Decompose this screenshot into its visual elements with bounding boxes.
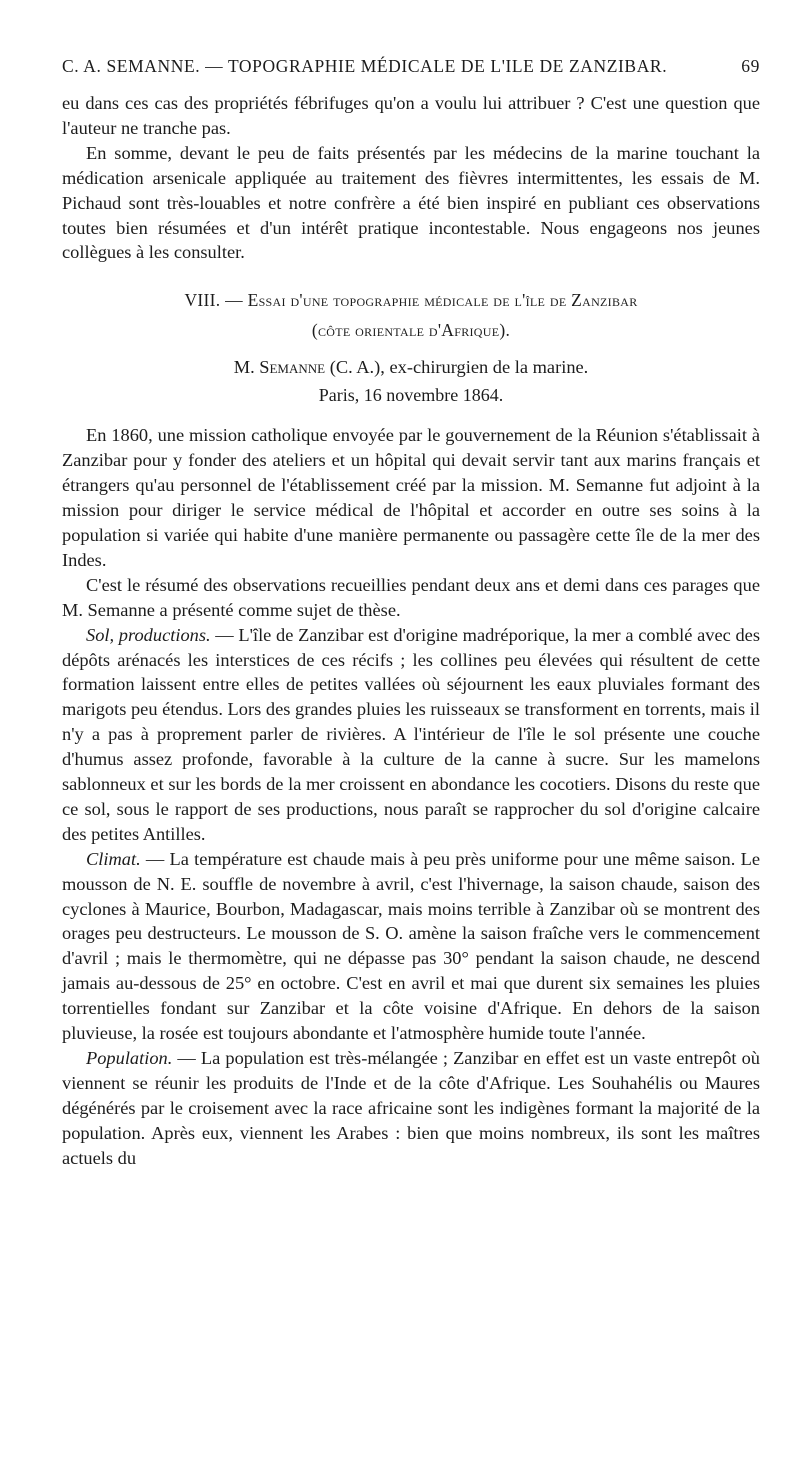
body-paragraph-climate [62, 847, 760, 1046]
author-details: (C. A.), ex-chirurgien de la marine. [325, 357, 589, 378]
intro-paragraph-1: eu dans ces cas des propriétés fébrifuges qu'on a voulu lui attribuer ? C'est une question que l'auteur ne tranche pas. [62, 93, 760, 138]
page-number: 69 [741, 56, 760, 76]
intro-paragraph-2: En somme, devant le peu de faits présentés par les médecins de la marine touchant la médication arsenicale appliquée au traitement des fièvres intermittentes, les essais de M. Pichaud sont très-louables et notre confrère a été bien inspiré en publiant ces observations toutes bien résumées et d'un intérêt pratique incontestable. Nous engageons nos jeunes collègues à les consulter. [62, 142, 760, 263]
section-title: VIII. — Essai d'une topographie médicale de l'île de Zanzibar [184, 290, 638, 311]
body-paragraph-1 [62, 423, 760, 572]
paragraph-text: — La température est chaude mais à peu près uniforme pour une même saison. Le mousson de N. E. souffle de novembre à avril, c'est l'hivernage, la saison chaude, saison des cyclones à Maurice, Bourbon, Madagascar, mais moins terrible à Zanzibar où se montrent des orages peu destructeurs. Le mousson de S. O. amène la saison fraîche vers le commencement d'avril ; mais le thermomètre, qui ne dépasse pas 30° pendant la saison chaude, ne descend jamais au-dessous de 25° en octobre. C'est en avril et mai que durent six semaines les pluies torrentielles fondant sur Zanzibar et la côte voisine d'Afrique. En dehors de la saison pluvieuse, la rosée est toujours abondante et l'atmosphère humide toute l'année. [62, 848, 760, 1044]
paragraph-text: En 1860, une mission catholique envoyée par le gouvernement de la Réunion s'établissait à Zanzibar pour y fonder des ateliers et un hôpital qui devait servir tant aux marins français et étrangers qu'au personnel de l'établissement créé par la mission. M. Semanne fut adjoint à la mission pour diriger le service médical de l'hôpital et accorder en outre ses soins à la population si variée qui habite d'une manière permanente ou passagère cette île de la mer des Indes. [62, 425, 760, 570]
author-name: M. Semanne [233, 357, 326, 378]
body-paragraph-2 [62, 573, 760, 623]
running-title: C. A. SEMANNE. — TOPOGRAPHIE MÉDICALE DE L'ILE DE ZANZIBAR. [62, 56, 668, 76]
author-line [62, 353, 760, 381]
paragraph-text: C'est le résumé des observations recueillies pendant deux ans et demi dans ces parages que M. Semanne a présenté comme sujet de thèse. [62, 574, 760, 620]
paragraph-text: — La population est très-mélangée ; Zanzibar en effet est un vaste entrepôt où viennent se réunir les produits de l'Inde et de la côte d'Afrique. Les Souhahélis ou Maures dégénérés par le croisement avec la race africaine sont les indigènes formant la majorité de la population. Après eux, viennent les Arabes : bien que moins nombreux, ils sont les maîtres actuels du [62, 1048, 760, 1168]
run-in-heading: Climat. [86, 848, 141, 869]
run-in-heading: Sol, productions. [86, 624, 211, 645]
paragraph-text: — L'île de Zanzibar est d'origine madréporique, la mer a comblé avec des dépôts arénacés les interstices de ces récifs ; les collines peu élevées qui résultent de cette formation laissent entre elles de petites vallées où séjournent les eaux pluviales formant des marigots peu étendus. Lors des grandes pluies les ruisseaux se transforment en torrents, mais il n'y a pas à proprement parler de rivières. A l'intérieur de l'île le sol présente une couche d'humus assez profonde, favorable à la culture de la canne à sucre. Sur les mamelons sablonneux et sur les bords de la mer croissent en abondance les cocotiers. Disons du reste que ce sol, sous le rapport de ses productions, nous paraît se rapprocher du sol d'origine calcaire des petites Antilles. [62, 624, 760, 844]
run-in-heading: Population. [86, 1048, 173, 1068]
date-line: Paris, 16 novembre 1864. [318, 385, 504, 406]
section-subtitle: (côte orientale d'Afrique). [311, 320, 511, 341]
body-paragraph-soil [62, 623, 760, 847]
body-paragraph-population [62, 1046, 760, 1171]
running-header [62, 56, 760, 77]
